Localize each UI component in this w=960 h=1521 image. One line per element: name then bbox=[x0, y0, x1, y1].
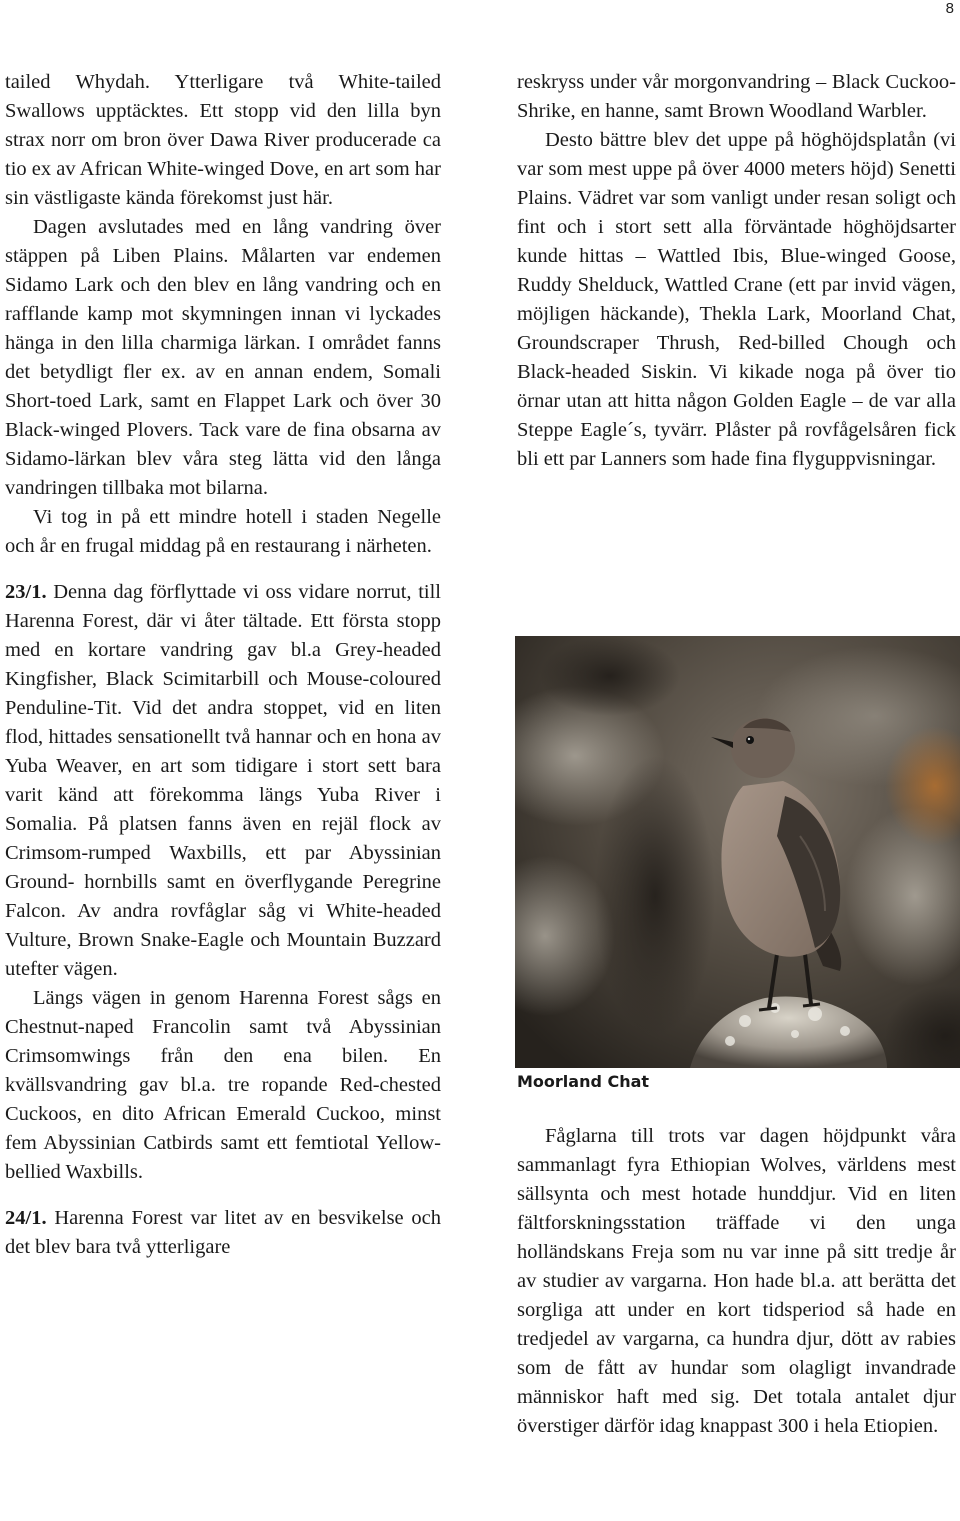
paragraph: reskryss under vår morgonvandring – Black Cuckoo-Shrike, en hanne, samt Brown Woodland Warbler. bbox=[517, 71, 956, 122]
day-entry-23 bbox=[5, 578, 441, 984]
paragraph: Längs vägen in genom Harenna Forest sågs en Chestnut-naped Francolin samt två Abyssinian Crimsomwings från den ena bilen. En kvällsvandring gav bl.a. tre ropande Red-chested Cuckoos, en dito African Emerald Cuckoo, minst fem Abyssinian Catbirds samt ett femtiotal Yellow-bellied Waxbills. bbox=[5, 987, 441, 1183]
photo-caption: Moorland Chat bbox=[517, 1072, 650, 1091]
day-entry-24 bbox=[5, 1204, 441, 1262]
paragraph: Dagen avslutades med en lång vandring över stäppen på Liben Plains. Målarten var endemen Sidamo Lark och den blev en lång vandring och en rafflande kamp mot skymningen innan vi lyckades hänga in den lilla charmiga lärkan. I området fanns det betydligt fler ex. av en annan endem, Somali Short-toed Lark, samt en Flappet Lark och över 30 Black-winged Plovers. Tack vare de fina obsarna av Sidamo-lärkan blev våra steg lätta vid den långa vandringen tillbaka mot bilarna. bbox=[5, 216, 441, 499]
right-column-lower bbox=[517, 1122, 956, 1441]
paragraph-text: Denna dag förflyttade vi oss vidare norrut, till Harenna Forest, där vi åter tältade. Ett första stopp med en kortare vandring gav bl.a Grey-headed Kingfisher, Black Scimitarbill och Mouse-coloured Penduline-Tit. Vid det andra stoppet, vid en liten flod, hittades sensationellt två hannar och en hona av Yuba Weaver, en art som tidigare i stort sett bara varit känd att förekomma längs Yuba River i Somalia. På platsen fanns även en rejäl flock av Crimsom-rumped Waxbills, ett par Abyssinian Ground- hornbills samt en överflygande Peregrine Falcon. Av andra rovfåglar såg vi White-headed Vulture, Brown Snake-Eagle och Mountain Buzzard utefter vägen. bbox=[5, 581, 441, 980]
paragraph: Fåglarna till trots var dagen höjdpunkt våra sammanlagt fyra Ethiopian Wolves, världens mest sällsynta och mest hotade hunddjur. Vid en liten fältforskningsstation träffade vi den unga holländskans Freja som nu var inne på sitt tredje år av studier av vargarna. Hon hade bl.a. att berätta det sorgliga att under en kort tidsperiod så hade en tredjedel av vargarna, ca hundra djur, dött av rabies som de fått av hundar som olagligt invandrade människor haft med sig. Det totala antalet djur överstiger därför idag knappast 300 i hela Etiopien. bbox=[517, 1125, 956, 1437]
paragraph: Desto bättre blev det uppe på höghöjdsplatån (vi var som mest uppe på över 4000 meters höjd) Senetti Plains. Vädret var som vanligt under resan soligt och fint och i stort sett alla förväntade höghöjdsarter kunde hittas – Wattled Ibis, Blue-winged Goose, Ruddy Shelduck, Wattled Crane (ett par invid vägen, möjligen häckande), Thekla Lark, Moorland Chat, Groundscraper Thrush, Red-billed Chough och Black-headed Siskin. Vi kikade noga på över tio örnar utan att hitta någon Golden Eagle – de var alla Steppe Eagle´s, tyvärr. Plåster på rovfågelsåren fick bli ett par Lanners som hade fina flyguppvisningar. bbox=[517, 129, 956, 470]
date-label: 23/1. bbox=[5, 581, 47, 603]
date-label: 24/1. bbox=[5, 1207, 47, 1229]
page-number: 8 bbox=[945, 0, 954, 17]
left-column bbox=[5, 68, 441, 1262]
paragraph: Vi tog in på ett mindre hotell i staden Negelle och år en frugal middag på en restaurang i närheten. bbox=[5, 506, 441, 557]
moorland-chat-photo bbox=[515, 636, 960, 1068]
paragraph-text: Harenna Forest var litet av en besvikelse och det blev bara två ytterligare bbox=[5, 1207, 441, 1258]
paragraph: tailed Whydah. Ytterligare två White-tailed Swallows upptäcktes. Ett stopp vid den lilla byn strax norr om bron över Dawa River producerade ca tio ex av African White-winged Dove, en art som har sin västligaste kända förekomst just här. bbox=[5, 71, 441, 209]
right-column bbox=[517, 68, 956, 474]
